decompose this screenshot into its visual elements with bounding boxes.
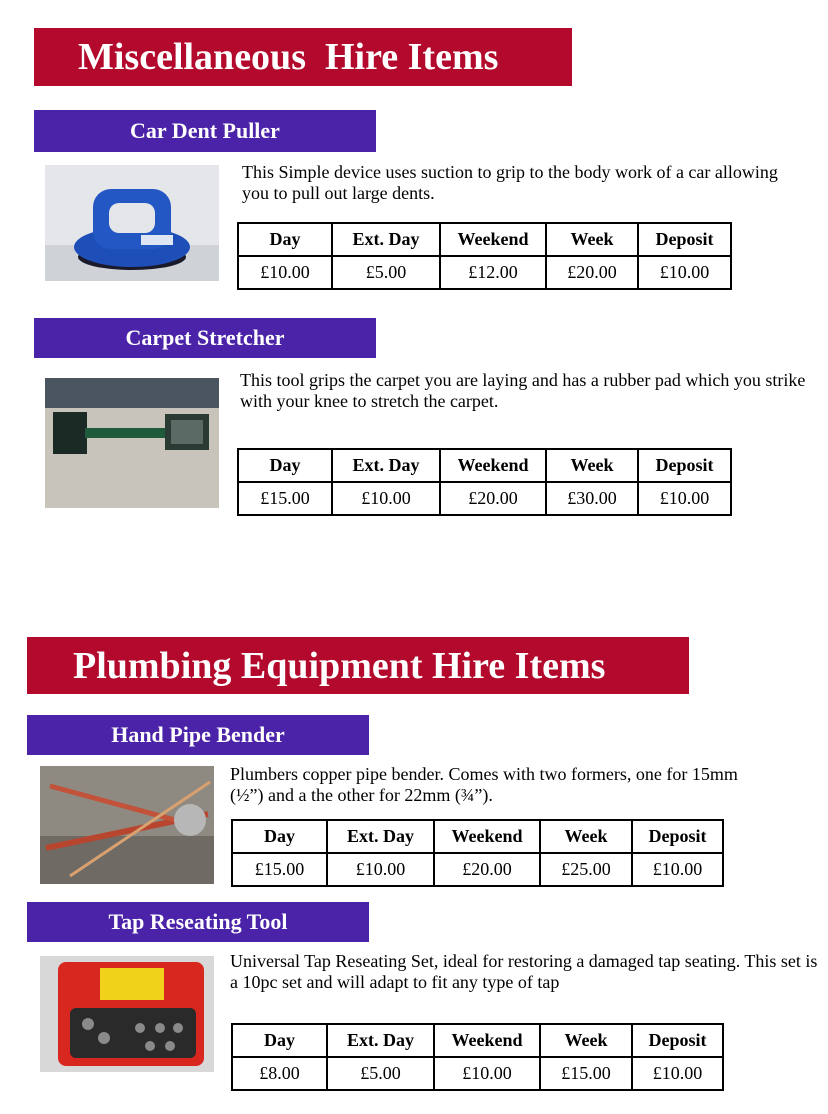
section-title-text: Plumbing Equipment Hire Items [73, 644, 606, 687]
header-cell: Day [238, 223, 332, 256]
section-title-plumbing [27, 637, 689, 694]
price-cell: £20.00 [434, 853, 540, 886]
price-cell: £10.00 [632, 1057, 723, 1090]
price-cell: £10.00 [638, 256, 731, 289]
header-cell: Week [540, 1024, 632, 1057]
header-cell: Ext. Day [327, 1024, 434, 1057]
item-description: This tool grips the carpet you are laying and has a rubber pad which you strike with your knee to stretch the carpet. [240, 370, 806, 411]
price-cell: £10.00 [638, 482, 731, 515]
item-title-hand-pipe-bender [27, 715, 369, 755]
price-table-header [238, 223, 731, 256]
header-cell: Ext. Day [332, 449, 440, 482]
header-cell: Ext. Day [327, 820, 434, 853]
item-description: This Simple device uses suction to grip to the body work of a car allowing you to pull out large dents. [242, 162, 778, 203]
header-cell: Weekend [440, 449, 546, 482]
price-table-header [232, 1024, 723, 1057]
hand-pipe-bender-photo [40, 766, 214, 884]
item-title-car-dent-puller [34, 110, 376, 152]
header-cell: Week [546, 449, 638, 482]
header-cell: Deposit [632, 1024, 723, 1057]
item-description: Plumbers copper pipe bender. Comes with two formers, one for 15mm (½”) and a the other for 22mm (¾”). [230, 764, 738, 805]
item-description: Universal Tap Reseating Set, ideal for restoring a damaged tap seating. This set is a 10pc set and will adapt to fit any type of tap [230, 951, 818, 992]
price-table-row [238, 256, 731, 289]
header-cell: Weekend [434, 1024, 540, 1057]
price-table [231, 1023, 724, 1091]
price-table-row [238, 482, 731, 515]
price-cell: £12.00 [440, 256, 546, 289]
section-title-text: Miscellaneous Hire Items [78, 36, 499, 78]
price-cell: £5.00 [327, 1057, 434, 1090]
header-cell: Day [238, 449, 332, 482]
price-cell: £30.00 [546, 482, 638, 515]
header-cell: Deposit [638, 223, 731, 256]
price-table [237, 448, 732, 516]
header-cell: Day [232, 1024, 327, 1057]
price-cell: £8.00 [232, 1057, 327, 1090]
item-title-carpet-stretcher [34, 318, 376, 358]
price-cell: £15.00 [540, 1057, 632, 1090]
header-cell: Deposit [638, 449, 731, 482]
price-cell: £10.00 [332, 482, 440, 515]
item-title-text: Tap Reseating Tool [108, 909, 288, 934]
item-title-text: Carpet Stretcher [125, 325, 285, 350]
header-cell: Weekend [434, 820, 540, 853]
price-cell: £15.00 [238, 482, 332, 515]
tap-reseating-tool-photo [40, 956, 214, 1072]
price-cell: £5.00 [332, 256, 440, 289]
price-cell: £25.00 [540, 853, 632, 886]
item-title-tap-reseating-tool [27, 902, 369, 942]
carpet-stretcher-photo [45, 378, 219, 508]
price-table-header [232, 820, 723, 853]
header-cell: Week [546, 223, 638, 256]
price-table-row [232, 853, 723, 886]
price-cell: £10.00 [632, 853, 723, 886]
item-title-text: Car Dent Puller [130, 118, 280, 143]
price-table-header [238, 449, 731, 482]
price-cell: £15.00 [232, 853, 327, 886]
section-title-miscellaneous [34, 28, 572, 86]
price-cell: £10.00 [327, 853, 434, 886]
price-table [237, 222, 732, 290]
price-cell: £10.00 [434, 1057, 540, 1090]
price-cell: £20.00 [546, 256, 638, 289]
price-cell: £20.00 [440, 482, 546, 515]
header-cell: Deposit [632, 820, 723, 853]
price-table-row [232, 1057, 723, 1090]
price-table [231, 819, 724, 887]
price-cell: £10.00 [238, 256, 332, 289]
header-cell: Day [232, 820, 327, 853]
header-cell: Weekend [440, 223, 546, 256]
item-title-text: Hand Pipe Bender [111, 722, 285, 747]
car-dent-puller-photo [45, 165, 219, 281]
header-cell: Ext. Day [332, 223, 440, 256]
header-cell: Week [540, 820, 632, 853]
